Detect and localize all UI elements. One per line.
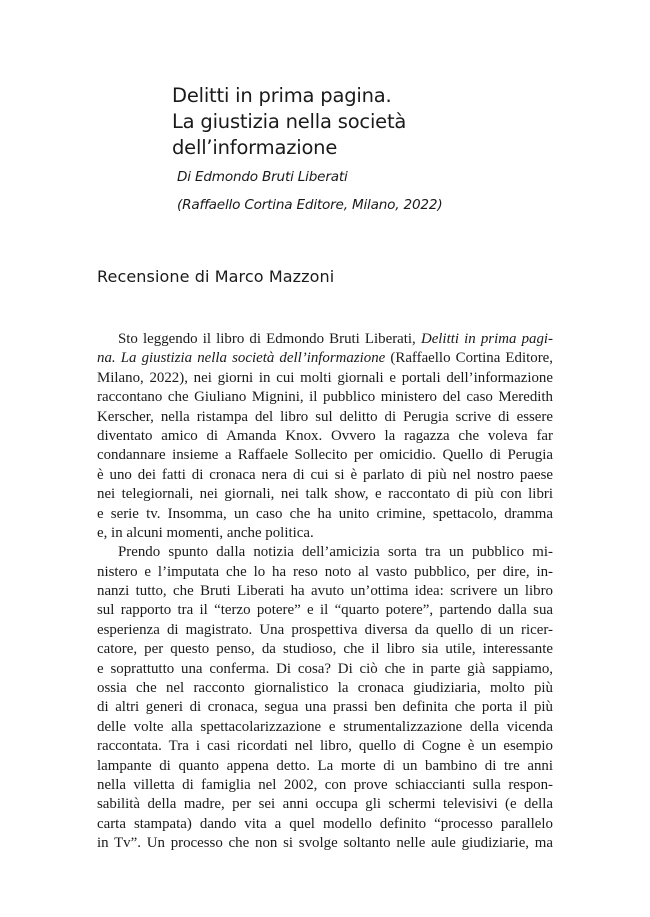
text-segment: nella villetta di famiglia nel 2002, con prove schiaccianti sulla respon- [97,776,553,793]
body-line [97,679,553,698]
book-publisher: (Raffaello Cortina Editore, Milano, 2022) [177,197,443,213]
body-line [97,388,553,407]
text-segment: raccontata. Tra i casi ricordati nel libro, quello di Cogne è un esempio [97,738,553,755]
body-line [97,718,553,737]
body-line [97,446,553,465]
body-line [97,563,553,582]
text-segment: nistero e l’imputata che lo ha reso noto al vasto pubblico, per dire, in- [97,563,553,580]
text-segment: è uno dei fatti di cronaca nera di cui si è parlato di più nel nostro paese [97,466,553,483]
body-line [97,815,553,834]
body-line [97,466,553,485]
body-line [97,505,553,524]
text-segment: e soprattutto una conferma. Di cosa? Di ciò che in parte già sappiamo, [97,660,553,677]
body-line [97,427,553,446]
text-segment: raccontano che Giuliano Mignini, il pubblico ministero del caso Meredith [97,389,553,406]
review-byline: Recensione di Marco Mazzoni [97,267,335,286]
body-line [97,349,553,368]
text-segment: in Tv”. Un processo che non si svolge soltanto nelle aule giudiziarie, ma [97,835,553,852]
body-line [97,330,553,349]
text-segment: Kerscher, nella ristampa del libro sul delitto di Perugia scrive di essere [97,408,553,425]
book-title-line-2: La giustizia nella società [172,110,407,133]
text-segment: e, in alcuni momenti, anche politica. [97,524,314,541]
review-body [97,330,553,854]
book-title-line-3: dell’informazione [172,136,338,159]
text-segment: sabilità della madre, per sei anni occupa gli schermi televisivi (e della [97,796,553,813]
text-segment: di altri generi di cronaca, segua una prassi ben definita che porta il più [97,699,553,716]
text-segment: (Raffaello Cortina Editore, [385,350,553,367]
body-line [97,757,553,776]
body-line [97,737,553,756]
text-segment: sul rapporto tra il “terzo potere” e il “quarto potere”, partendo dalla sua [97,602,553,619]
text-segment: lampante di quanto appena detto. La morte di un bambino di tre anni [97,757,553,774]
body-line [97,834,553,853]
text-segment: Sto leggendo il libro di Edmondo Bruti Liberati, [118,331,421,347]
italic-text: Delitti in prima pagi- [420,331,554,347]
body-line [97,524,553,543]
book-author: Di Edmondo Bruti Liberati [177,169,348,185]
body-line [97,698,553,717]
text-segment: ossia che nel racconto giornalistico la cronaca giudiziaria, molto più [97,680,553,697]
body-line [97,776,553,795]
book-header [172,83,592,219]
body-line [97,582,553,601]
body-line [97,660,553,679]
text-segment: Prendo spunto dalla notizia dell’amicizia sorta tra un pubblico mi- [118,544,553,561]
body-line [97,601,553,620]
text-segment: esperienza di magistrato. Una prospettiva diversa da quello di un ricer- [97,621,553,638]
body-line [97,543,553,562]
body-line [97,795,553,814]
text-segment: Milano, 2022), nei giorni in cui molti giornali e portali dell’informazione [97,369,553,386]
text-segment: e serie tv. Insomma, un caso che ha unito crimine, spettacolo, dramma [97,505,553,522]
body-line [97,640,553,659]
body-line [97,369,553,388]
body-line [97,621,553,640]
text-segment: delle volte alla spettacolarizzazione e strumentalizzazione della vicenda [97,718,553,735]
book-title-line-1: Delitti in prima pagina. [172,84,392,107]
text-segment: carta stampata) dando vita a quel modello definito “processo parallelo [97,815,553,832]
text-segment: condannare insieme a Raffaele Sollecito per omicidio. Quello di Perugia [97,447,553,464]
text-segment: diventato amico di Amanda Knox. Ovvero la ragazza che voleva far [97,427,553,444]
italic-text: na. La giustizia nella società dell’informazione [97,350,386,367]
body-line [97,408,553,427]
text-segment: nei telegiornali, nei giornali, nei talk show, e raccontato di più con libri [97,486,553,503]
text-segment: nanzi tutto, che Bruti Liberati ha avuto un’ottima idea: scrivere un libro [97,583,553,600]
body-line [97,485,553,504]
text-segment: catore, per questo penso, da studioso, che il libro sia utile, interessante [97,641,553,658]
